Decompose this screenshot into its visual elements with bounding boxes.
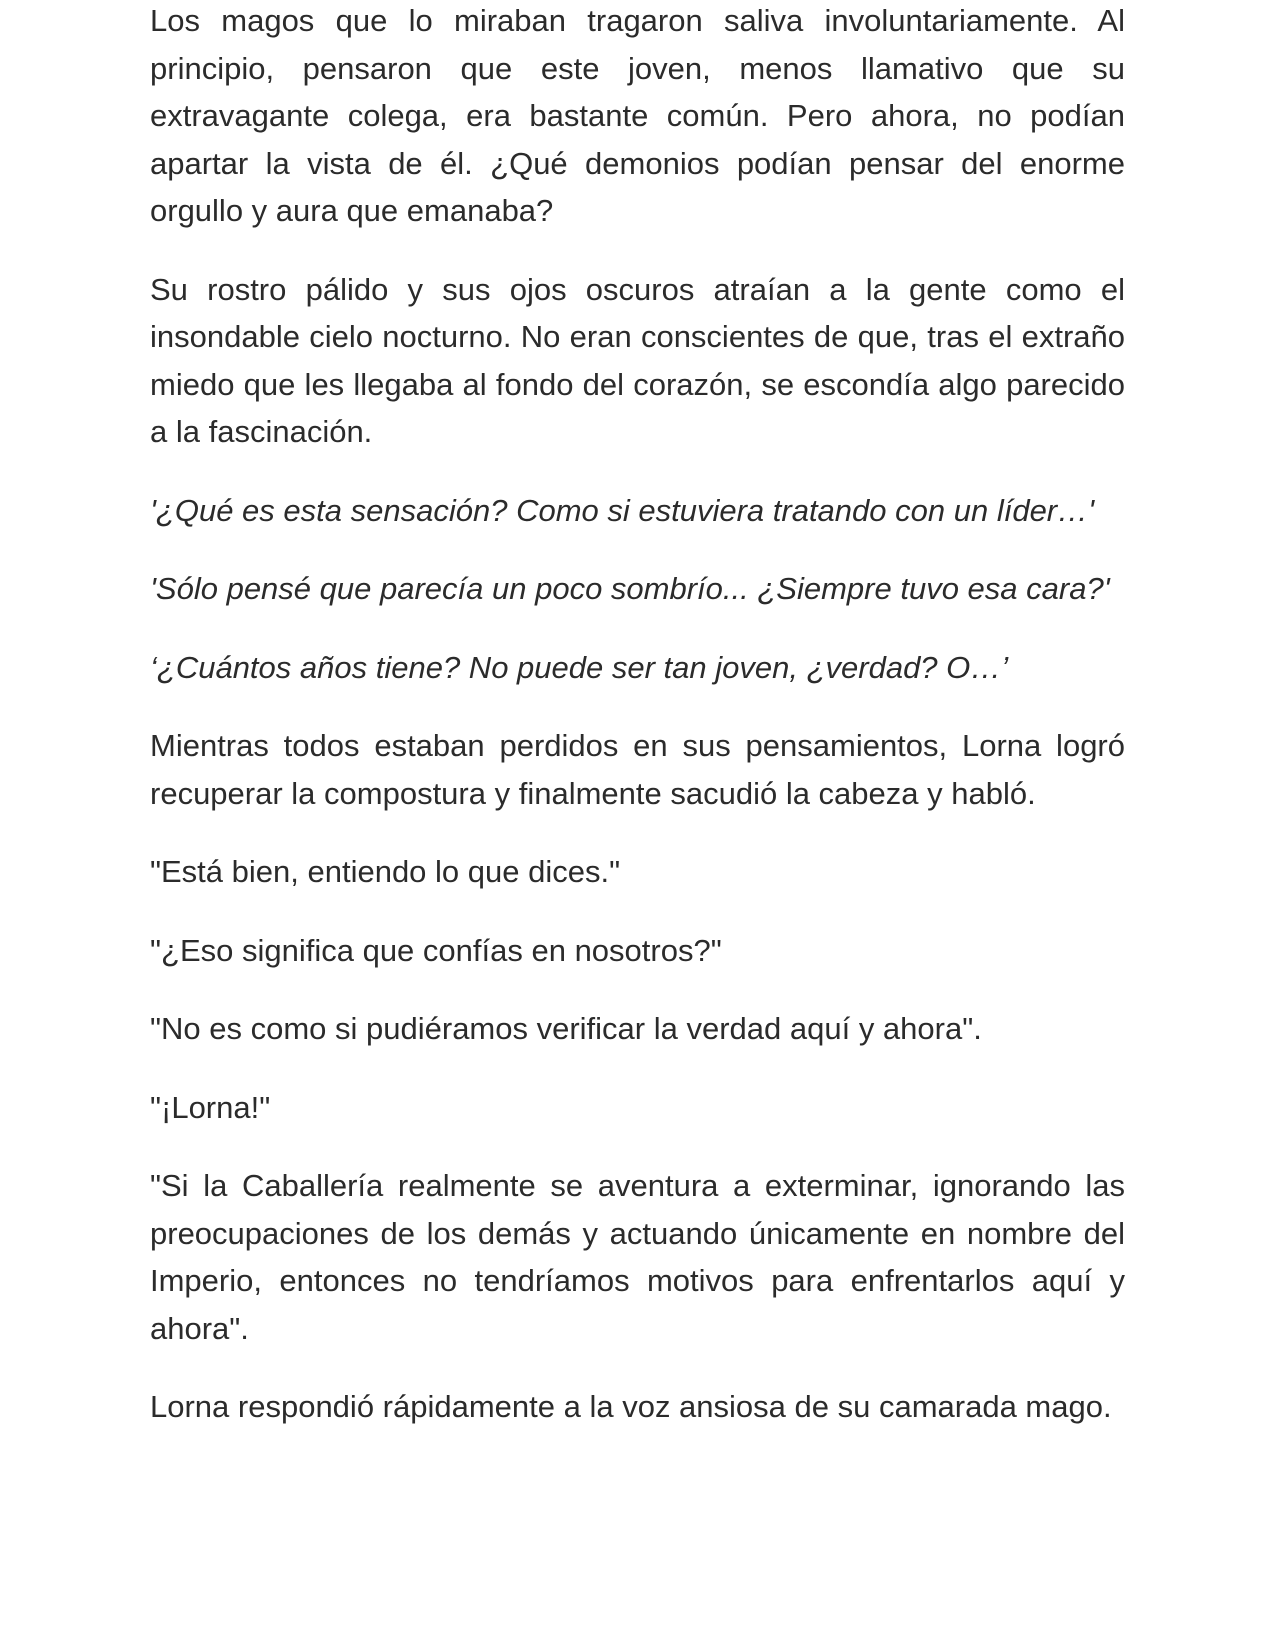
dialogue-line-4: "¡Lorna!": [150, 1089, 271, 1125]
dialogue-line-2: "¿Eso significa que confías en nosotros?": [150, 932, 722, 968]
thought-line-2: 'Sólo pensé que parecía un poco sombrío... ¿Siempre tuvo esa cara?': [150, 571, 1110, 606]
thought-line-1: '¿Qué es esta sensación? Como si estuviera tratando con un líder…': [150, 492, 1095, 528]
paragraph-6: Mientras todos estaban perdidos en sus pensamientos, Lorna logró recuperar la compostura y finalmente sacudió la cabeza y habló.: [150, 728, 1125, 811]
dialogue-line-3: "No es como si pudiéramos verificar la verdad aquí y ahora".: [150, 1011, 982, 1046]
document-page: [150, 0, 1125, 1462]
thought-line-3: ‘¿Cuántos años tiene? No puede ser tan joven, ¿verdad? O…’: [150, 649, 1009, 685]
dialogue-line-1: "Está bien, entiendo lo que dices.": [150, 854, 621, 889]
paragraph-1: Los magos que lo miraban tragaron saliva involuntariamente. Al principio, pensaron que este joven, menos llamativo que su extravagante colega, era bastante común. Pero ahora, no podían apartar la vista de él. ¿Qué demonios podían pensar del enorme orgullo y aura que emanaba?: [150, 3, 1125, 228]
paragraph-12: Lorna respondió rápidamente a la voz ansiosa de su camarada mago.: [150, 1389, 1112, 1424]
paragraph-2: Su rostro pálido y sus ojos oscuros atraían a la gente como el insondable cielo nocturno. No eran conscientes de que, tras el extraño miedo que les llegaba al fondo del corazón, se escondía algo parecido a la fascinación.: [150, 271, 1125, 449]
dialogue-line-5: "Si la Caballería realmente se aventura a exterminar, ignorando las preocupaciones de los demás y actuando únicamente en nombre del Imperio, entonces no tendríamos motivos para enfrentarlos aquí y ahora".: [150, 1168, 1125, 1346]
